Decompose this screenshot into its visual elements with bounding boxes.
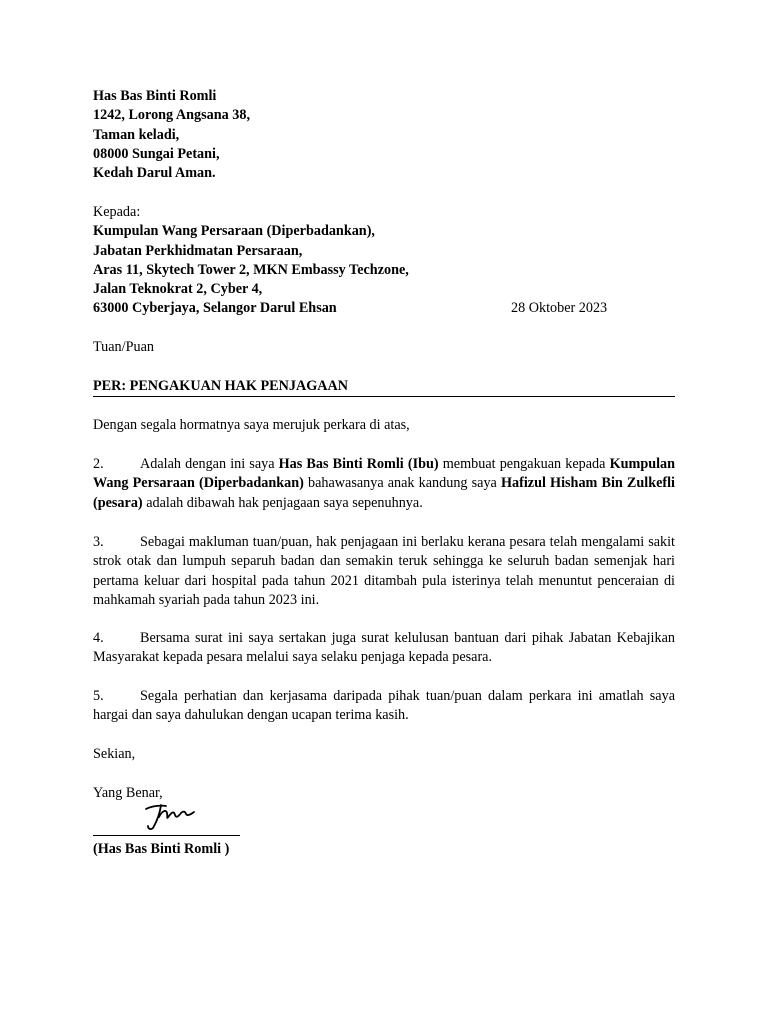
- paragraph-2-text-4: adalah dibawah hak penjagaan saya sepenuhnya.: [142, 494, 423, 511]
- letter-date: 28 Oktober 2023: [511, 300, 608, 316]
- recipient-line-1: Kumpulan Wang Persaraan (Diperbadankan),: [93, 223, 375, 240]
- paragraph-2-text-1: Adalah dengan ini saya: [140, 456, 279, 472]
- paragraph-2-text-3: bahawasanya anak kandung saya: [303, 475, 501, 492]
- sender-name: Has Bas Binti Romli: [93, 88, 217, 104]
- signature-line: [93, 835, 240, 836]
- paragraph-2-bold-2: Kumpulan Wang Persaraan (Diperbadankan): [93, 456, 676, 492]
- opening-line: Dengan segala hormatnya saya merujuk perkara di atas,: [93, 417, 410, 433]
- paragraph-3: [93, 533, 675, 610]
- paragraph-2-bold-1: Has Bas Binti Romli (Ibu): [278, 456, 439, 472]
- paragraph-2-number: 2.: [93, 456, 104, 472]
- paragraph-3-number: 3.: [93, 534, 104, 550]
- salutation: Tuan/Puan: [93, 339, 154, 355]
- paragraph-4-number: 4.: [93, 630, 104, 646]
- recipient-line-2: Jabatan Perkhidmatan Persaraan,: [93, 242, 303, 259]
- sender-address-line-4: Kedah Darul Aman.: [93, 165, 216, 182]
- recipient-line-4: Jalan Teknokrat 2, Cyber 4,: [93, 281, 263, 298]
- closing-line: Sekian,: [93, 746, 136, 762]
- paragraph-2: [93, 455, 675, 513]
- sender-address-line-2: Taman keladi,: [93, 126, 180, 143]
- paragraph-5: [93, 687, 675, 726]
- recipient-label: Kepada:: [93, 204, 141, 220]
- paragraph-5-text: Segala perhatian dan kerjasama daripada pihak tuan/puan dalam perkara ini amatlah saya hargai dan saya dahulukan dengan ucapan terima kasih.: [93, 688, 675, 724]
- sender-address-line-1: 1242, Lorong Angsana 38,: [93, 107, 251, 124]
- recipient-line-5: 63000 Cyberjaya, Selangor Darul Ehsan: [93, 300, 337, 317]
- paragraph-2-bold-3: Hafizul Hisham Bin Zulkefli (pesara): [93, 475, 676, 511]
- sign-off: Yang Benar,: [93, 785, 163, 801]
- subject-heading: PER: PENGAKUAN HAK PENJAGAAN: [93, 377, 675, 397]
- paragraph-4-text: Bersama surat ini saya sertakan juga surat kelulusan bantuan dari pihak Jabatan Kebajikan Masyarakat kepada pesara melalui saya selaku penjaga kepada pesara.: [93, 630, 675, 666]
- paragraph-5-number: 5.: [93, 688, 104, 704]
- paragraph-2-text-2: membuat pengakuan kepada: [438, 456, 610, 472]
- sender-address-line-3: 08000 Sungai Petani,: [93, 145, 220, 162]
- handwritten-signature-icon: [142, 797, 198, 833]
- recipient-line-3: Aras 11, Skytech Tower 2, MKN Embassy Techzone,: [93, 261, 409, 278]
- sender-block: [93, 87, 675, 183]
- signatory-name: (Has Bas Binti Romli ): [93, 841, 230, 857]
- paragraph-4: [93, 629, 675, 668]
- paragraph-3-text: Sebagai makluman tuan/puan, hak penjagaan ini berlaku kerana pesara telah mengalami sakit strok otak dan lumpuh separuh badan dan semakin teruk sehingga ke seluruh badan semenjak hari pertama keluar dari hospital pada tahun 2021 ditambah pula isterinya telah menuntut penceraian di mahkamah syariah pada tahun 2023 ini.: [93, 534, 675, 608]
